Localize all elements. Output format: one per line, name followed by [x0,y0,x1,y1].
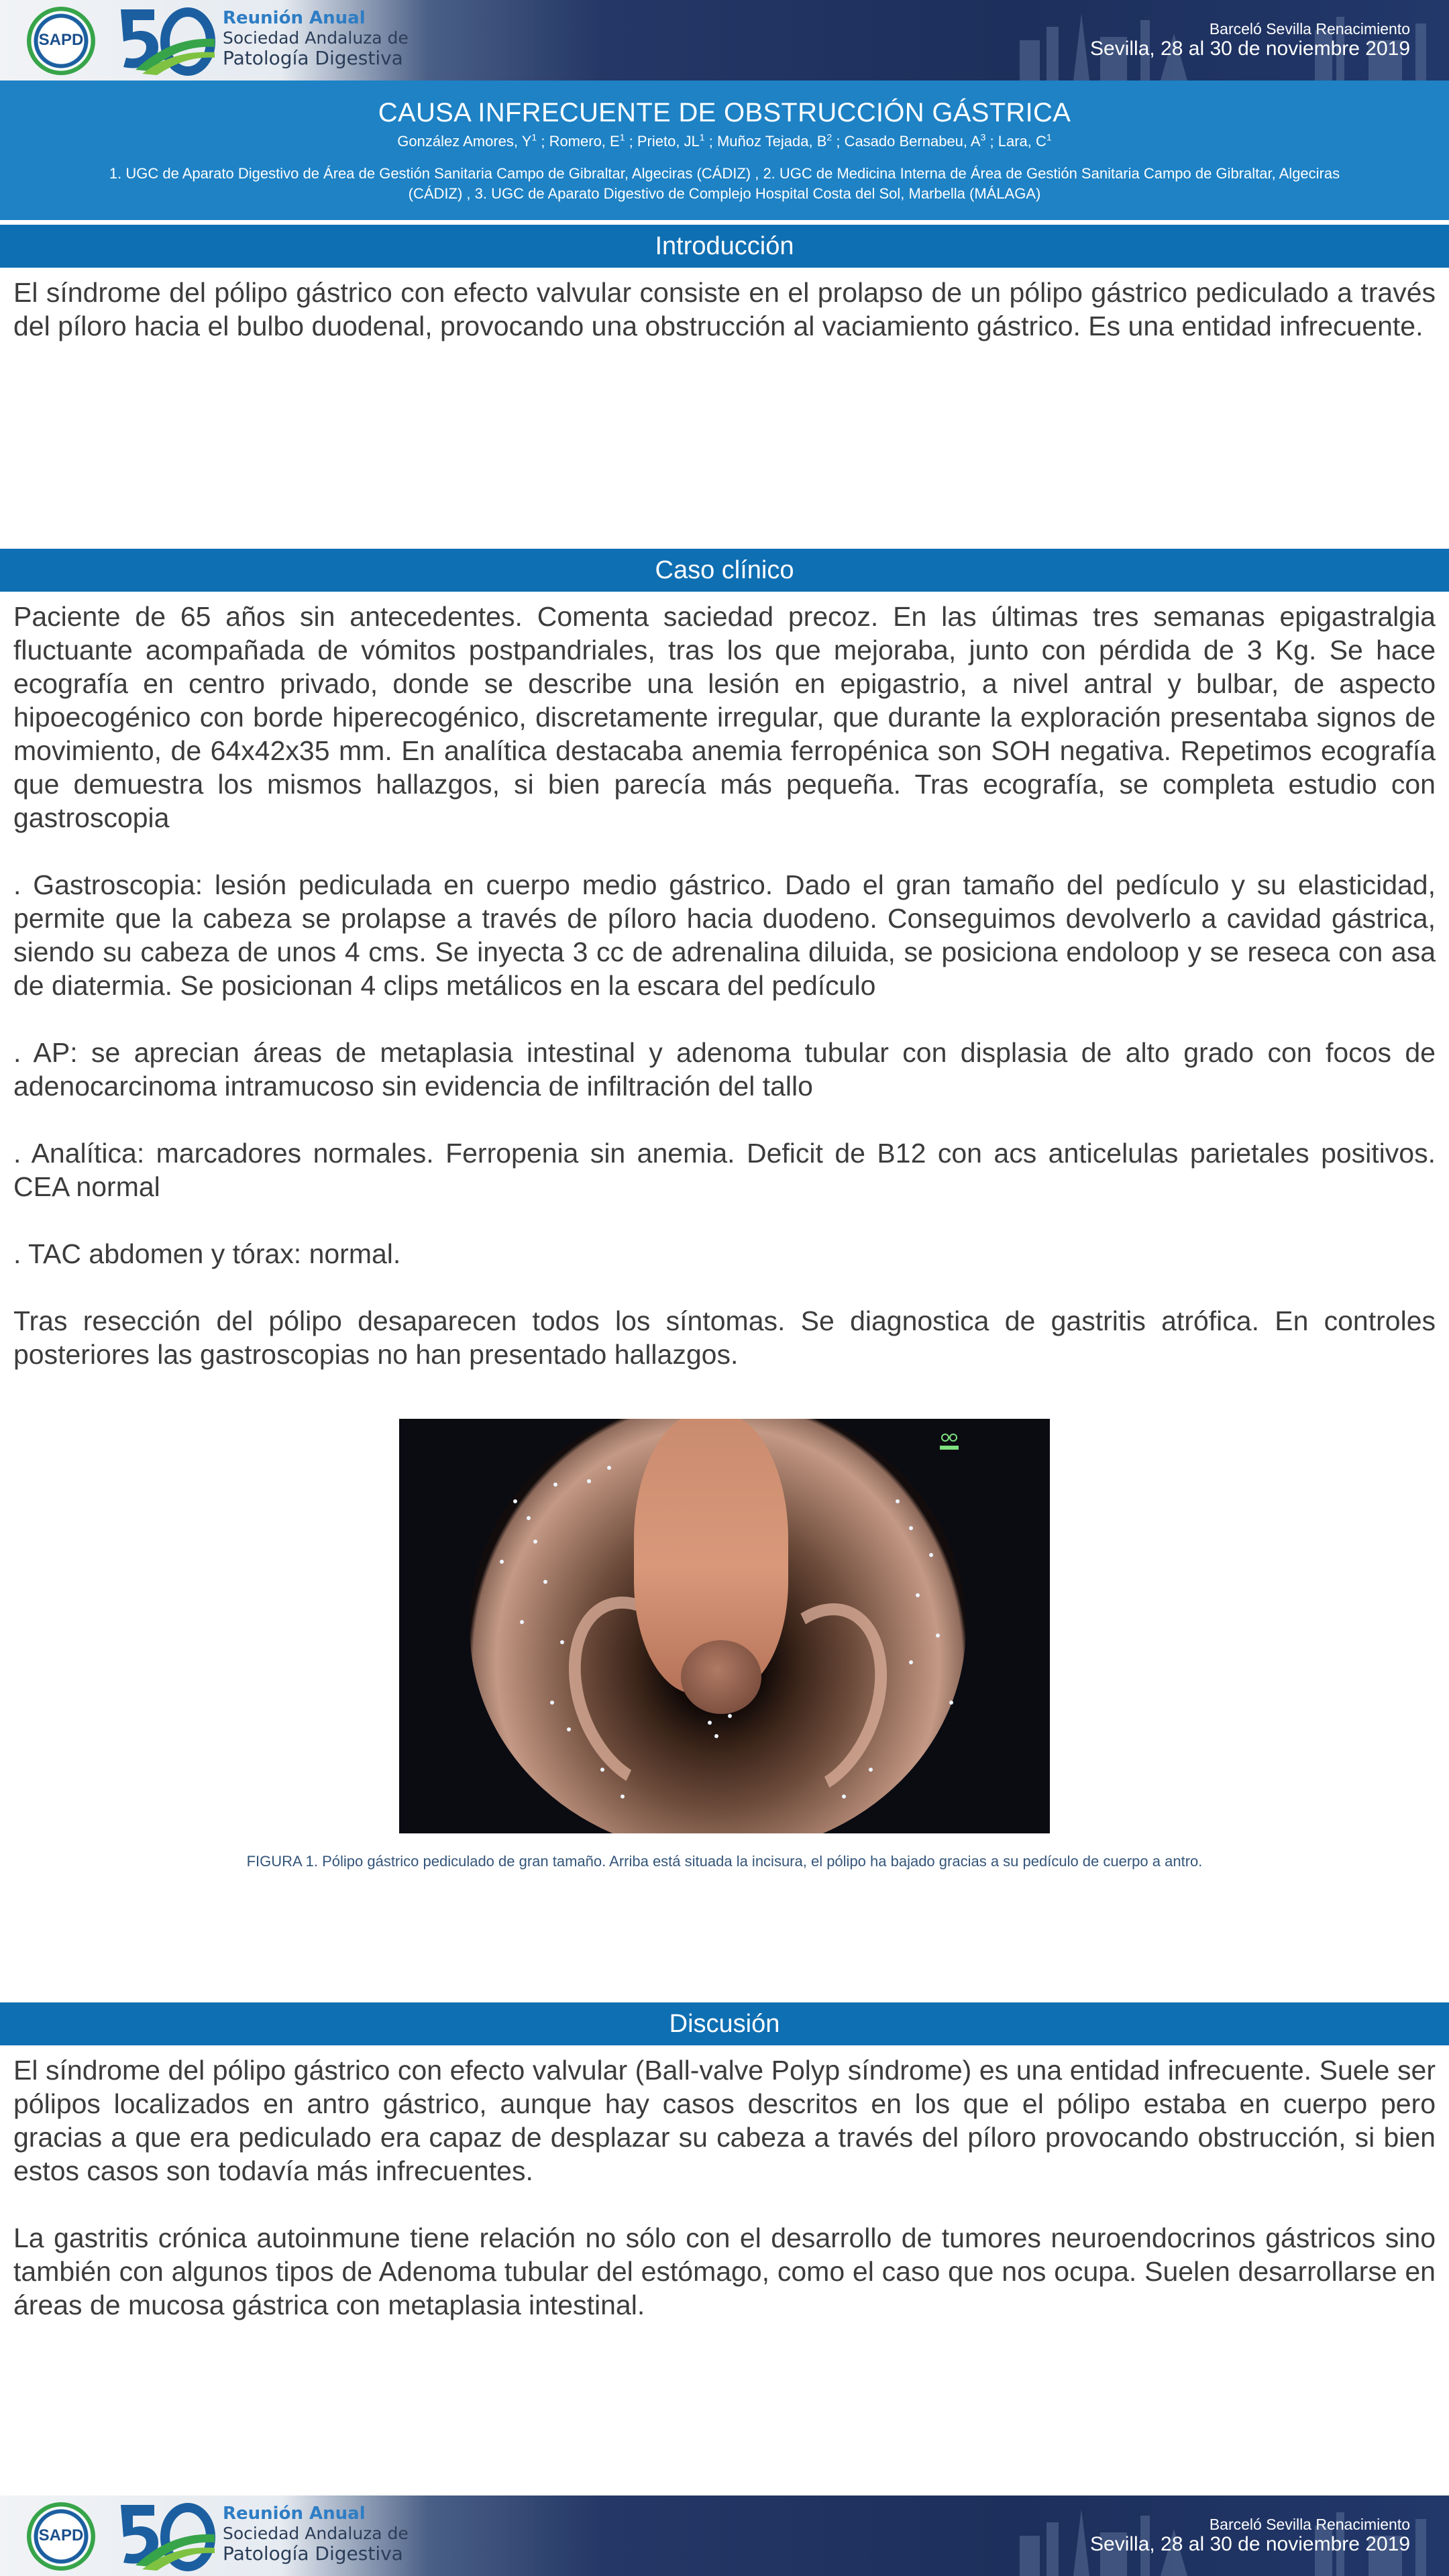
light-reflection [936,1633,940,1638]
case-paragraph: . Gastroscopia: lesión pediculada en cuerpo medio gástrico. Dado el gran tamaño del pedículo y su elasticidad, permite que la cabeza se prolapse a través de píloro hacia duodeno. Conseguimos devolverlo a cavidad gástrica, siendo su cabeza de unos 4 cms. Se inyecta 3 cc de adrenalina diluida, se posiciona endoloop y se reseca con asa de diatermia. Se posicionan 4 clips metálicos en la escara del pedículo [13,869,1436,1001]
venue-name: Barceló Sevilla Renacimiento [1209,20,1410,38]
light-reflection [560,1640,564,1644]
author-affiliation-number: 1 [531,132,537,143]
light-reflection [567,1727,571,1731]
light-reflection [607,1466,611,1470]
meeting-line-1: Reunión Anual [223,8,366,28]
case-paragraph: Tras resección del pólipo desaparecen todos los síntomas. Se diagnostica de gastritis atrófica. En controles posteriores las gastroscopias no han presentado hallazgos. [13,1305,1436,1370]
sapd-logo [27,7,95,75]
light-reflection [909,1660,913,1664]
anniversary-50-logo [115,4,216,76]
discussion-paragraph: La gastritis crónica autoinmune tiene relación no sólo con el desarrollo de tumores neuroendocrinos gástricos sino también con algunos tipos de Adenoma tubular del estómago, como el caso que nos ocupa. Suelen desarrollarse en áreas de mucosa gástrica con metaplasia intestinal. [13,2222,1436,2320]
anniversary-50-logo [115,2500,216,2572]
meeting-line-3: Patología Digestiva [223,47,403,69]
light-reflection [896,1499,900,1503]
light-reflection [513,1499,517,1503]
figure-caption: FIGURA 1. Pólipo gástrico pediculado de gran tamaño. Arriba está situada la incisura, el pólipo ha bajado gracias a su pedículo de cuerpo a antro. [246,1853,1203,1870]
author: Lara, $C^1$ [998,132,1052,150]
light-reflection [533,1540,537,1544]
author: Muñoz Tejada, $B^2$ [716,132,833,150]
light-reflection [527,1516,531,1520]
discussion-paragraph: El síndrome del pólipo gástrico con efecto valvular (Ball-valve Polyp síndrome) es una entidad infrecuente. Suele ser pólipos localizados en antro gástrico, aunque hay casos descritos en los que el pólipo estaba en cuerpo pero gracias a que era pediculado era capaz de desplazar su cabeza a través del píloro provocando obstrucción, si bien estos casos son todavía más infrecuentes. [13,2055,1436,2186]
author: Casado Bernabeu, $A^3$ [844,132,986,150]
light-reflection [543,1580,547,1584]
author-list: González Amores, $Y^1$ ; Romero, $E^1$ ; Prieto, $JL^1$ ; Muñoz Tejada, $B^2$ ; Casado Bernabeu, $A^3$ ; Lara, $C^1$ [397,132,1052,150]
event-dates: Sevilla, 28 al 30 de noviembre 2019 [1090,2533,1410,2556]
affiliations [20,164,1429,203]
section-header-caso-clinico: Caso clínico [0,549,1449,592]
author-affiliation-number: 3 [980,132,986,143]
title-block [0,80,1449,220]
author: Romero, $E^1$ [549,132,625,150]
polyp-head [681,1640,761,1714]
light-reflection [600,1768,604,1772]
meeting-line-2: Sociedad Andaluza de [223,2524,409,2543]
section-header-discusion: Discusión [0,2002,1449,2045]
light-reflection [621,1794,625,1799]
sapd-logo [27,2502,95,2571]
light-reflection [550,1701,554,1705]
light-reflection [553,1483,557,1487]
venue-info [1090,20,1410,61]
meeting-line-3: Patología Digestiva [223,2542,403,2565]
author-affiliation-number: 2 [826,132,833,143]
light-reflection [728,1714,732,1718]
light-reflection [587,1479,591,1483]
event-dates: Sevilla, 28 al 30 de noviembre 2019 [1090,38,1410,60]
poster-title: CAUSA INFRECUENTE DE OBSTRUCCIÓN GÁSTRICA [378,98,1071,127]
bottom-banner [0,2496,1449,2576]
light-reflection [708,1721,712,1725]
author-affiliation-number: 1 [619,132,625,143]
meeting-name [223,2505,409,2563]
author-affiliation-number: 1 [699,132,705,143]
light-reflection [500,1560,504,1564]
meeting-name [223,9,409,68]
author-affiliation-number: 1 [1046,132,1052,143]
intro-paragraph: El síndrome del pólipo gástrico con efecto valvular consiste en el prolapso de un pólipo gástrico pediculado a través del píloro hacia el bulbo duodenal, provocando una obstrucción al vaciamiento gástrico. Es una entidad infrecuente. [13,277,1436,341]
light-reflection [842,1794,846,1799]
sapd-logo-text: SAPD [38,2526,84,2544]
case-paragraph: . AP: se aprecian áreas de metaplasia intestinal y adenoma tubular con displasia de alto grado con focos de adenocarcinoma intramucoso sin evidencia de infiltración del tallo [13,1037,1436,1102]
light-reflection [520,1620,524,1624]
intro-text [13,276,1436,343]
case-text [13,600,1436,1371]
light-reflection [949,1701,953,1705]
light-reflection [909,1526,913,1530]
venue-info [1090,2516,1410,2557]
meeting-line-1: Reunión Anual [223,2504,366,2524]
meeting-line-2: Sociedad Andaluza de [223,28,409,48]
author: González Amores, $Y^1$ [397,132,537,150]
affiliations-line-2: (CÁDIZ) , 3. UGC de Aparato Digestivo de Complejo Hospital Costa del Sol, Marbella (MÁLAGA) [408,185,1041,203]
endoscopy-image [399,1419,1050,1833]
case-paragraph: Paciente de 65 años sin antecedentes. Comenta saciedad precoz. En las últimas tres semanas epigastralgia fluctuante acompañada de vómitos postpandriales, tras los que mejoraba, junto con pérdida de 3 Kg. Se hace ecografía en centro privado, donde se describe una lesión en epigastrio, a nivel antral y bulbar, de aspecto hipoecogénico con borde hiperecogénico, discretamente irregular, que durante la exploración presentaba signos de movimiento, de 64x42x35 mm. En analítica destacaba anemia ferropénica son SOH negativa. Repetimos ecografía que demuestra los mismos hallazgos, si bien parecía más pequeña. Tras ecografía, se completa estudio con gastroscopia [13,601,1436,833]
case-paragraph: . Analítica: marcadores normales. Ferropenia sin anemia. Deficit de B12 con acs anticelulas parietales positivos. CEA normal [13,1138,1436,1202]
light-reflection [714,1734,718,1738]
author: Prieto, $JL^1$ [637,132,705,150]
endoscope-indicator-icon [936,1431,963,1458]
light-reflection [929,1553,933,1557]
light-reflection [916,1593,920,1597]
discussion-text [13,2053,1436,2322]
section-header-introduccion: Introducción [0,225,1449,268]
case-paragraph: . TAC abdomen y tórax: normal. [13,1238,401,1269]
top-banner [0,0,1449,80]
sapd-logo-text: SAPD [38,31,84,49]
venue-name: Barceló Sevilla Renacimiento [1209,2516,1410,2533]
affiliations-line-1: 1. UGC de Aparato Digestivo de Área de Gestión Sanitaria Campo de Gibraltar, Algeciras (CÁDIZ) , 2. UGC de Medicina Interna de Área de Gestión Sanitaria Campo de Gibraltar, Algeciras [109,165,1340,182]
light-reflection [869,1768,873,1772]
